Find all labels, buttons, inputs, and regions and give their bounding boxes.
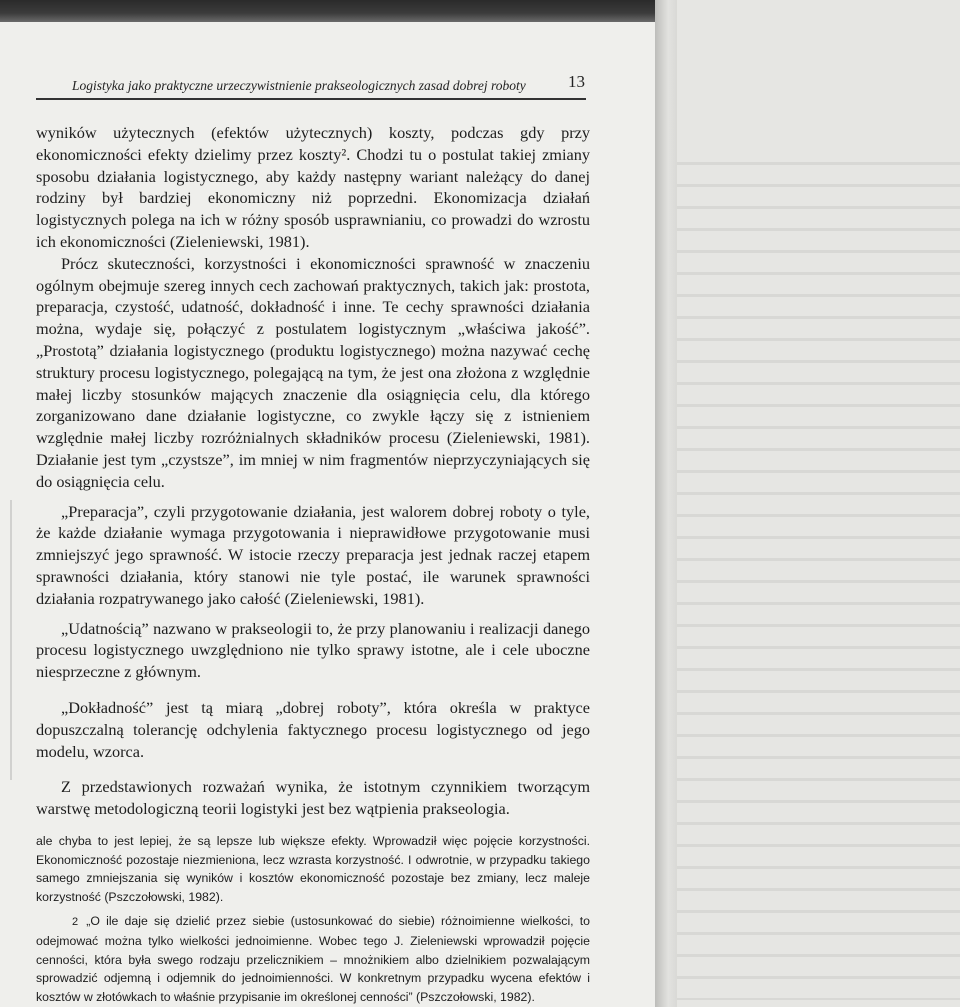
footnotes	[36, 832, 590, 1006]
footnote-2	[36, 912, 590, 1006]
margin-mark	[10, 500, 12, 780]
main-text	[36, 122, 590, 820]
footnote-1-continuation: ale chyba to jest lepiej, że są lepsze lub większe efekty. Wprowadził więc pojęcie korzystności. Ekonomiczność pozostaje niezmieniona, lecz wzrasta korzystność. I odwrotnie, w przypadku takiego samego zmniejszania się wyników i kosztów ekonomiczność pozostaje bez zmiany, lecz maleje korzystność (Pszczołowski, 1982).	[36, 834, 590, 904]
paragraph-5: „Dokładność” jest tą miarą „dobrej roboty”, która określa w praktyce dopuszczalną tolerancję odchylenia faktycznego procesu logistycznego od jego modelu, wzorca.	[36, 697, 590, 761]
paragraph-6: Z przedstawionych rozważań wynika, że istotnym czynnikiem tworzącym warstwę metodologiczną teorii logistyki jest bez wątpienia prakseologia.	[36, 777, 590, 819]
facing-page-bleed	[677, 0, 960, 1007]
paragraph-4: „Udatnością” nazwano w prakseologii to, że przy planowaniu i realizacji danego procesu logistycznego uwzględniono nie tylko sprawy istotne, ale i cele uboczne niesprzeczne z głównym.	[36, 618, 590, 682]
paragraph-1: wyników użytecznych (efektów użytecznych) koszty, podczas gdy przy ekonomiczności efekty dzielimy przez koszty². Chodzi tu o postulat takiej zmiany sposobu działania logistycznego, aby każdy następny wariant należący do danej rodziny był bardziej ekonomiczny niż poprzedni. Ekonomizacja działań logistycznych polega na ich w różny sposób usprawnianiu, co prowadzi do wzrostu ich ekonomiczności (Zieleniewski, 1981).	[36, 123, 590, 251]
scan-top-edge	[0, 0, 655, 22]
paragraph-3: „Preparacja”, czyli przygotowanie działania, jest walorem dobrej roboty o tyle, że każde działanie wymaga przygotowania i nieprawidłowe przygotowanie musi zmniejszyć jego sprawność. W istocie rzeczy preparacja jest jednak raczej etapem sprawności działania, który stanowi nie tyle postać, ile warunek sprawności działania rozpatrywanego jako całość (Zieleniewski, 1981).	[36, 501, 590, 608]
footnote-2-marker: 2	[72, 916, 79, 929]
paragraph-2: Prócz skuteczności, korzystności i ekonomiczności sprawność w znaczeniu ogólnym obejmuje szereg innych cech zachowań praktycznych, takich jak: prostota, preparacja, czystość, udatność, dokładność i inne. Te cechy sprawności działania można, wydaje się, połączyć z postulatem logistycznym „właściwa jakość”. „Prostotą” działania logistycznego (produktu logistycznego) można nazywać cechę struktury procesu logistycznego, polegającą na tym, że jest ona złożona z względnie małej liczby stosunków mających znaczenie dla osiągnięcia celu, dla którego zorganizowano dane działanie logistyczne, co zwykle łączy się z istnieniem względnie małej liczby rozróżnialnych składników procesu (Zieleniewski, 1981). Działanie jest tym „czystsze”, im mniej w nim fragmentów nieprzyczyniających się do osiągnięcia celu.	[36, 253, 590, 491]
page-number: 13	[568, 72, 585, 91]
facing-page-text-shadow	[677, 150, 960, 1000]
book-gutter	[655, 0, 677, 1007]
footnote-2-text: „O ile daje się dzielić przez siebie (ustosunkować do siebie) różnoimienne wielkości, to odejmować można tylko wielkości jednoimienne. Wobec tego J. Zieleniewski wprowadził pojęcie cenności, która była swego rodzaju przelicznikiem – mnożnikiem albo dzielnikiem pozwalającym sprowadzić odjemną i odjemnik do jednoimienności. W konkretnym przypadku wycena efektów i kosztów w złotówkach to właśnie przypisanie im określonej cenności” (Pszczołowski, 1982).	[36, 914, 590, 1004]
header-rule	[36, 98, 586, 100]
running-title: Logistyka jako praktyczne urzeczywistnienie prakseologicznych zasad dobrej roboty	[72, 78, 526, 93]
